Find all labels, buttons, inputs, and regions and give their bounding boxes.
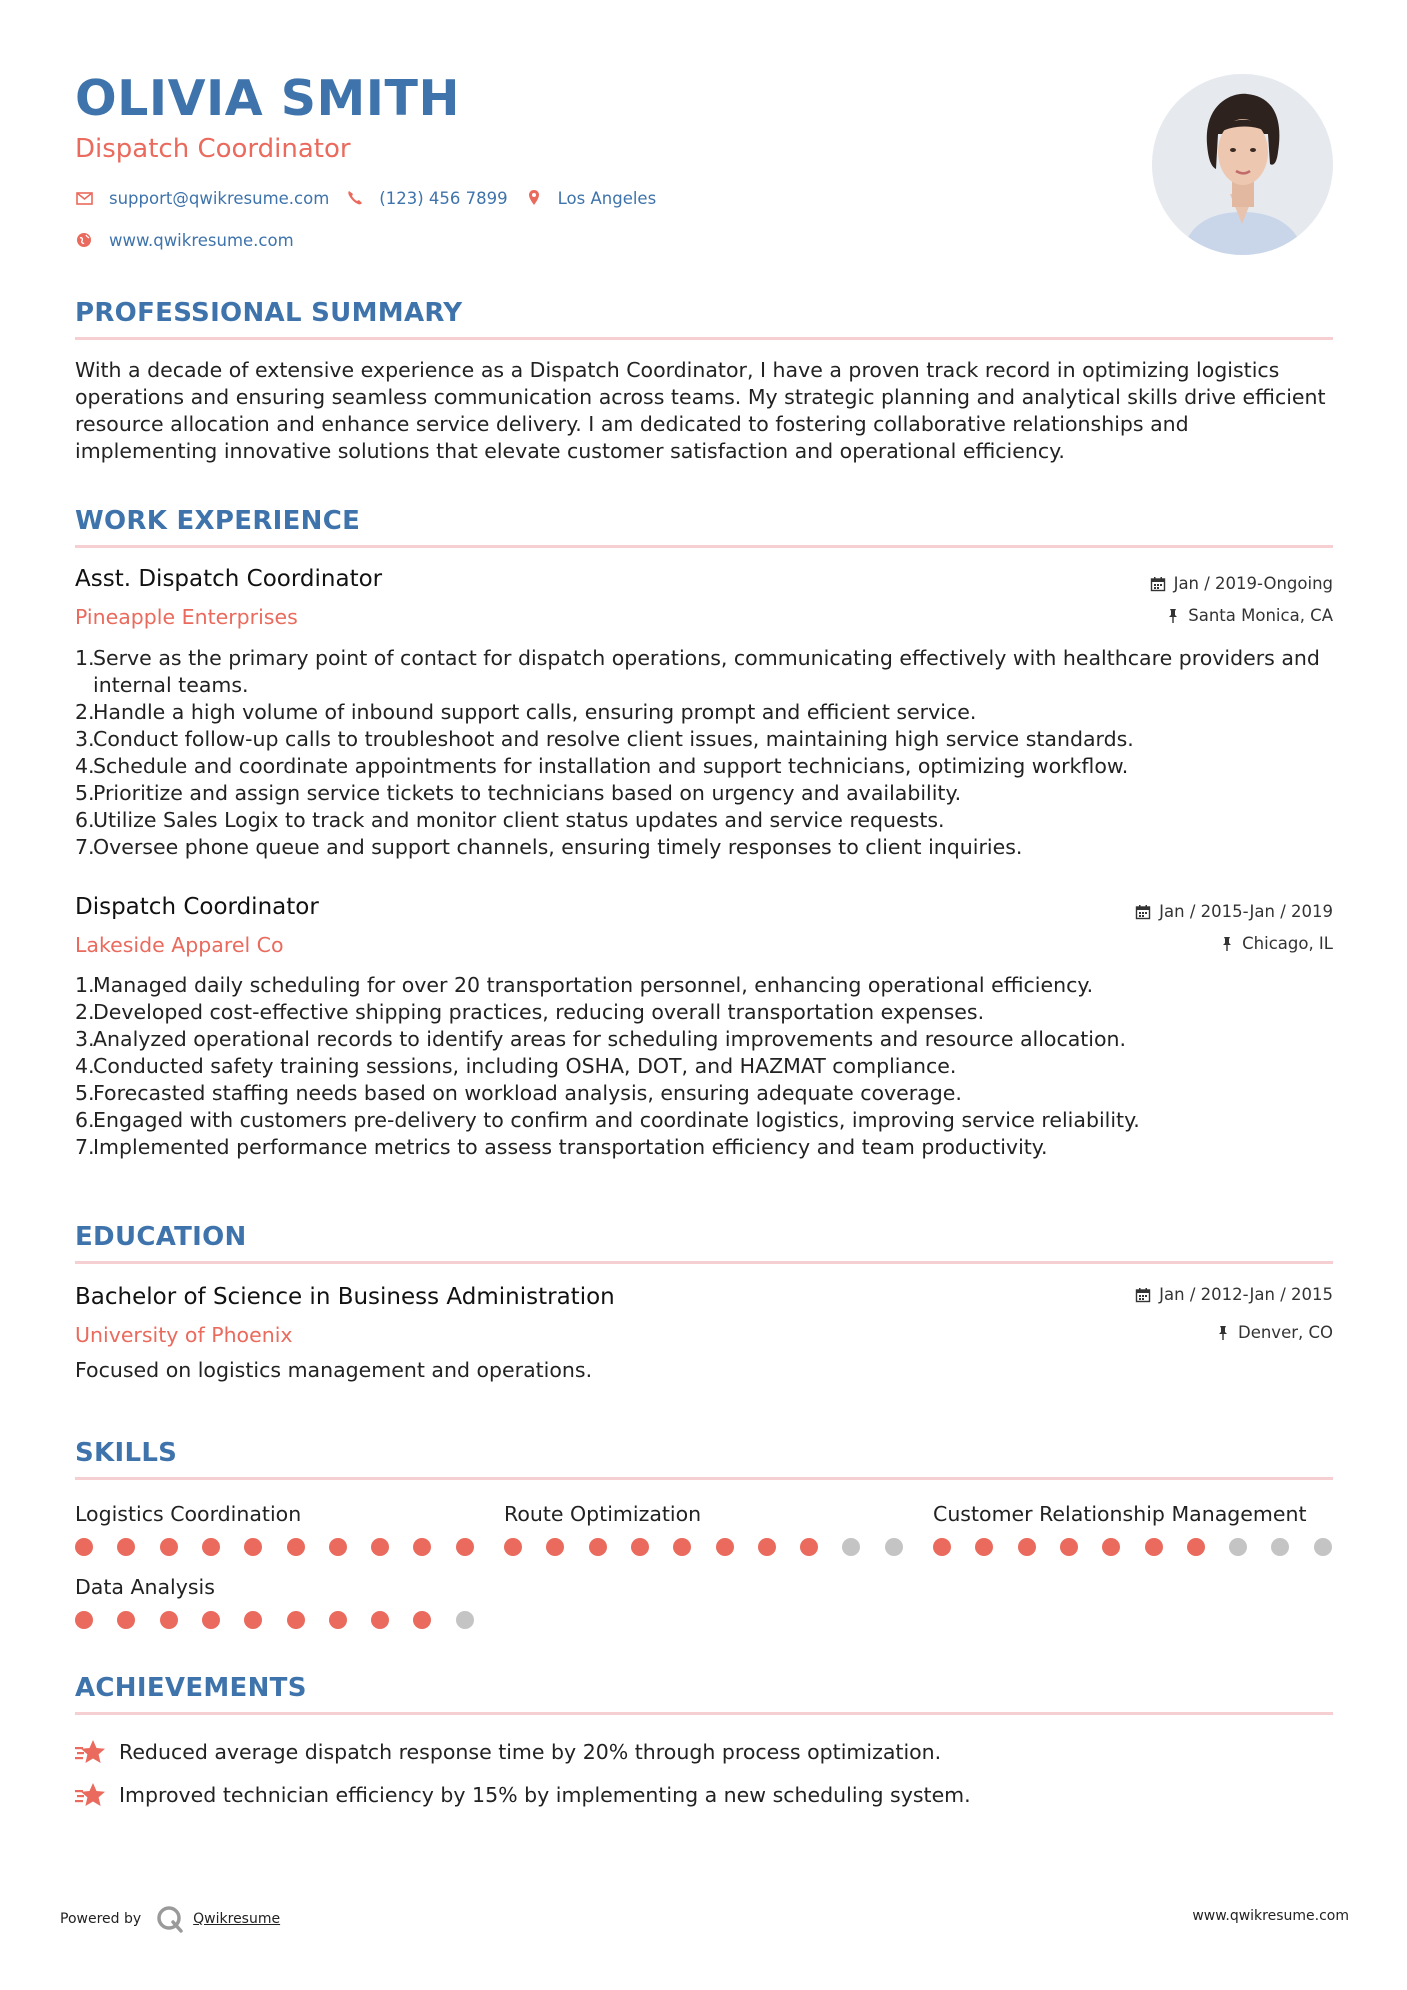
calendar-icon: [1135, 1287, 1151, 1303]
skill-dot-filled: [202, 1538, 220, 1556]
list-item: 6. Engaged with customers pre-delivery to confirm and coordinate logistics, improving service reliability.: [75, 1108, 1140, 1132]
list-item: 1. Managed daily scheduling for over 20 transportation personnel, enhancing operational efficiency.: [75, 973, 1094, 997]
calendar-icon: [1150, 576, 1166, 592]
achievement-text: Reduced average dispatch response time by 20% through process optimization.: [119, 1739, 942, 1764]
website-item[interactable]: [75, 230, 294, 250]
skill-dot-filled: [329, 1611, 347, 1629]
pushpin-icon: [1220, 936, 1234, 952]
job-title: Dispatch Coordinator: [75, 894, 319, 920]
email-item[interactable]: [75, 188, 329, 208]
skill-dot-filled: [504, 1538, 522, 1556]
star-icon: [75, 1738, 107, 1766]
education-dates-text: Jan / 2012-Jan / 2015: [1159, 1285, 1333, 1304]
skill-dot-filled: [456, 1538, 474, 1556]
skill-dot-filled: [329, 1538, 347, 1556]
education-dates: [1135, 1287, 1333, 1304]
skill-dot-filled: [287, 1611, 305, 1629]
pushpin-icon: [1216, 1325, 1230, 1341]
experience-divider: [75, 545, 1333, 548]
list-item: 7. Oversee phone queue and support channels, ensuring timely responses to client inquiries.: [75, 835, 1023, 859]
profile-photo: [1152, 74, 1333, 255]
summary-text: With a decade of extensive experience as a Dispatch Coordinator, I have a proven track record in optimizing logistics operations and ensuring seamless communication across teams. My strategic planning and analytical skills drive efficient resource allocation and enhance service delivery. I am dedicated to fostering collaborative relationships and implementing innovative solutions that elevate customer satisfaction and operational efficiency.: [75, 358, 1326, 463]
list-item: 7. Implemented performance metrics to assess transportation efficiency and team productivity.: [75, 1135, 1048, 1159]
skill-dot-filled: [371, 1538, 389, 1556]
job-location-text: Santa Monica, CA: [1188, 606, 1333, 625]
skill-dot-filled: [160, 1611, 178, 1629]
skill-dot-filled: [244, 1611, 262, 1629]
candidate-name: OLIVIA SMITH: [75, 70, 460, 127]
job-dates: [1135, 904, 1333, 921]
skill-dot-filled: [589, 1538, 607, 1556]
achievements-heading: ACHIEVEMENTS: [75, 1673, 307, 1703]
pushpin-icon: [1166, 608, 1180, 624]
skill-dot-filled: [631, 1538, 649, 1556]
skill-dot-filled: [75, 1538, 93, 1556]
summary-divider: [75, 337, 1333, 340]
skill-dot-filled: [117, 1611, 135, 1629]
achievement-text: Improved technician efficiency by 15% by implementing a new scheduling system.: [119, 1782, 971, 1807]
qwikresume-logo-icon: [155, 1904, 185, 1934]
education-location: [1216, 1325, 1333, 1342]
email-text[interactable]: support@qwikresume.com: [109, 188, 330, 208]
skill-dot-filled: [1102, 1538, 1120, 1556]
avatar-portrait: [1152, 74, 1333, 255]
skill-dot-filled: [117, 1538, 135, 1556]
job-dates: [1150, 576, 1333, 593]
skill-item: [504, 1504, 924, 1525]
skill-dot-filled: [716, 1538, 734, 1556]
skill-dot-filled: [75, 1611, 93, 1629]
location-text: Los Angeles: [557, 188, 657, 208]
footer-website[interactable]: www.qwikresume.com: [1192, 1908, 1349, 1924]
skill-dot-filled: [413, 1538, 431, 1556]
calendar-icon: [1135, 904, 1151, 920]
achievement-item: [75, 1781, 971, 1809]
skill-dot-empty: [842, 1538, 860, 1556]
skill-dot-empty: [1271, 1538, 1289, 1556]
skill-item: [75, 1577, 495, 1598]
candidate-title: Dispatch Coordinator: [75, 134, 351, 164]
skill-name: Route Optimization: [504, 1502, 702, 1526]
website-text[interactable]: www.qwikresume.com: [109, 230, 294, 250]
list-item: 4. Conducted safety training sessions, including OSHA, DOT, and HAZMAT compliance.: [75, 1054, 957, 1078]
job-company: Pineapple Enterprises: [75, 605, 298, 629]
skills-divider: [75, 1477, 1333, 1480]
job-location: [1166, 608, 1333, 625]
location-item: [524, 188, 657, 208]
contact-row-1: [75, 188, 656, 208]
job-dates-text: Jan / 2015-Jan / 2019: [1159, 902, 1333, 921]
list-item: 3. Conduct follow-up calls to troubleshoot and resolve client issues, maintaining high service standards.: [75, 727, 1134, 751]
phone-text[interactable]: (123) 456 7899: [379, 188, 508, 208]
contact-row-2: [75, 230, 294, 250]
skill-dot-empty: [885, 1538, 903, 1556]
skill-dot-filled: [546, 1538, 564, 1556]
list-item: 3. Analyzed operational records to identify areas for scheduling improvements and resource allocation.: [75, 1027, 1127, 1051]
job-duties-list: [75, 972, 1333, 1161]
skill-dot-filled: [202, 1611, 220, 1629]
job-title: Asst. Dispatch Coordinator: [75, 566, 383, 592]
skill-dot-filled: [758, 1538, 776, 1556]
skill-dot-filled: [1145, 1538, 1163, 1556]
skill-dot-filled: [1018, 1538, 1036, 1556]
school-name: University of Phoenix: [75, 1323, 293, 1347]
list-item: 5. Prioritize and assign service tickets to technicians based on urgency and availability.: [75, 781, 962, 805]
list-item: 5. Forecasted staffing needs based on workload analysis, ensuring adequate coverage.: [75, 1081, 962, 1105]
map-pin-icon: [524, 188, 544, 208]
footer-powered-by: [60, 1904, 280, 1934]
degree-title: Bachelor of Science in Business Administration: [75, 1284, 615, 1310]
skill-dot-filled: [1187, 1538, 1205, 1556]
skill-dot-filled: [975, 1538, 993, 1556]
job-location-text: Chicago, IL: [1242, 934, 1333, 953]
skill-dot-filled: [933, 1538, 951, 1556]
list-item: 4. Schedule and coordinate appointments for installation and support technicians, optimizing workflow.: [75, 754, 1129, 778]
skill-name: Customer Relationship Management: [933, 1502, 1307, 1526]
list-item: 2. Handle a high volume of inbound support calls, ensuring prompt and efficient service.: [75, 700, 977, 724]
skill-dot-filled: [673, 1538, 691, 1556]
job-company: Lakeside Apparel Co: [75, 933, 284, 957]
list-item: 6. Utilize Sales Logix to track and monitor client status updates and service requests.: [75, 808, 945, 832]
skill-dot-empty: [1229, 1538, 1247, 1556]
skill-dot-filled: [1060, 1538, 1078, 1556]
education-description: Focused on logistics management and operations.: [75, 1358, 593, 1382]
skill-dot-filled: [244, 1538, 262, 1556]
experience-heading: WORK EXPERIENCE: [75, 506, 361, 536]
skill-dot-empty: [1314, 1538, 1332, 1556]
powered-by-label: Powered by: [60, 1911, 142, 1927]
star-icon: [75, 1781, 107, 1809]
education-location-text: Denver, CO: [1237, 1323, 1333, 1342]
job-location: [1220, 936, 1333, 953]
skill-item: [75, 1504, 495, 1525]
education-heading: EDUCATION: [75, 1222, 247, 1252]
achievement-item: [75, 1738, 941, 1766]
skill-dot-empty: [456, 1611, 474, 1629]
summary-heading: PROFESSIONAL SUMMARY: [75, 298, 463, 328]
list-item: 2. Developed cost-effective shipping practices, reducing overall transportation expenses.: [75, 1000, 985, 1024]
achievements-divider: [75, 1712, 1333, 1715]
brand-link[interactable]: Qwikresume: [193, 1911, 281, 1927]
skill-item: [933, 1504, 1353, 1525]
job-duties-list: [75, 645, 1333, 861]
mail-icon: [75, 188, 95, 208]
list-item: 1. Serve as the primary point of contact for dispatch operations, communicating effectively with healthcare providers and internal teams.: [75, 646, 1320, 697]
skills-heading: SKILLS: [75, 1438, 178, 1468]
skill-dot-filled: [160, 1538, 178, 1556]
skill-dot-filled: [287, 1538, 305, 1556]
skill-name: Data Analysis: [75, 1575, 215, 1599]
skill-name: Logistics Coordination: [75, 1502, 302, 1526]
globe-icon: [75, 230, 95, 250]
job-dates-text: Jan / 2019-Ongoing: [1173, 574, 1333, 593]
skill-dot-filled: [800, 1538, 818, 1556]
skill-dot-filled: [371, 1611, 389, 1629]
skill-dot-filled: [413, 1611, 431, 1629]
phone-icon: [345, 188, 365, 208]
phone-item[interactable]: [345, 188, 507, 208]
education-divider: [75, 1261, 1333, 1264]
